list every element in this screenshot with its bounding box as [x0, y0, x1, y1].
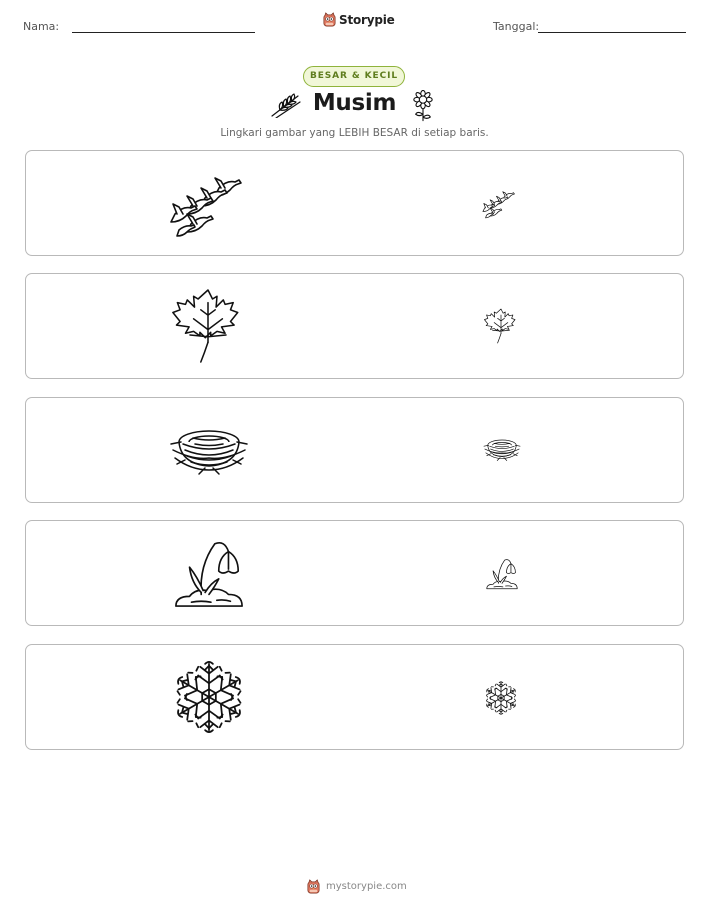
bird-nest-icon-big[interactable]	[169, 424, 249, 480]
comparison-row-nest	[25, 397, 684, 503]
snowdrop-flower-icon-small[interactable]	[485, 555, 519, 592]
comparison-row-geese	[25, 150, 684, 256]
maple-leaf-icon-big[interactable]	[172, 286, 244, 366]
brand-name: Storypie	[339, 12, 395, 27]
comparison-row-leaf	[25, 273, 684, 379]
date-label: Tanggal:	[493, 20, 540, 33]
maple-leaf-icon-small[interactable]	[484, 307, 518, 345]
owl-mascot-icon	[306, 879, 321, 894]
bird-nest-icon-small[interactable]	[483, 436, 521, 464]
footer	[306, 879, 407, 894]
snowflake-icon-big[interactable]	[170, 658, 248, 736]
owl-mascot-icon	[322, 12, 337, 27]
sunflower-icon	[412, 90, 434, 126]
name-label: Nama:	[23, 20, 60, 33]
comparison-row-snowflake	[25, 644, 684, 750]
snowdrop-flower-icon-big[interactable]	[172, 533, 246, 613]
category-badge: BESAR & KECIL	[303, 66, 405, 87]
flying-geese-icon-big[interactable]	[169, 167, 249, 239]
date-line[interactable]	[538, 32, 686, 33]
instruction-text: Lingkari gambar yang LEBIH BESAR di setiap baris.	[220, 127, 489, 139]
snowflake-icon-small[interactable]	[483, 680, 519, 716]
page-title: Musim	[312, 90, 397, 116]
brand-logo	[322, 12, 395, 27]
footer-url[interactable]: mystorypie.com	[326, 881, 407, 892]
comparison-row-snowdrop	[25, 520, 684, 626]
flying-geese-icon-small[interactable]	[482, 187, 518, 219]
name-line[interactable]	[72, 32, 255, 33]
